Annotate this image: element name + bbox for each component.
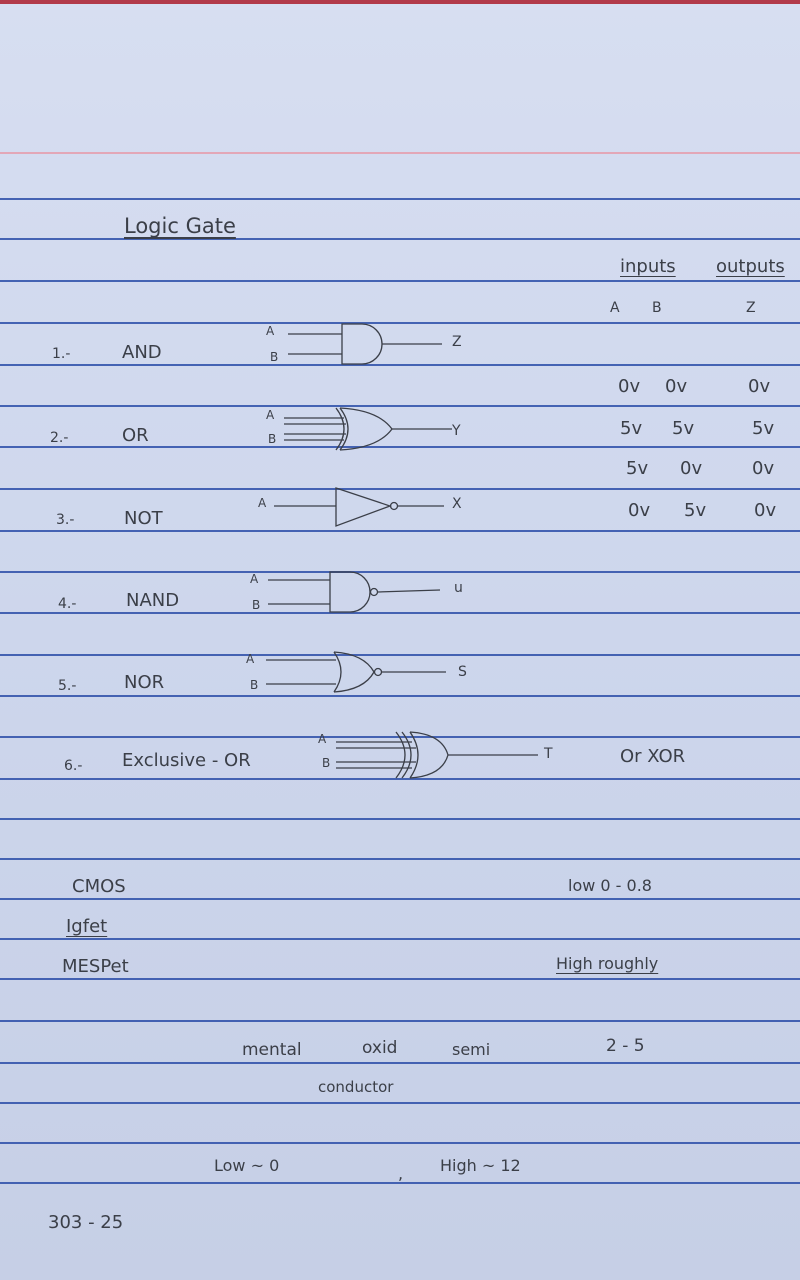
page-top-edge [0, 0, 800, 4]
header-margin-line [0, 152, 800, 154]
truth-table-col-b: B [652, 300, 662, 316]
ruled-line [0, 898, 800, 900]
truth-table-cell: 0v [665, 376, 688, 397]
ruled-line [0, 858, 800, 860]
and-gate-symbol [284, 320, 444, 370]
ruled-line [0, 1142, 800, 1144]
family-mesfet: MESPet [62, 956, 129, 977]
ruled-line [0, 1062, 800, 1064]
truth-table-cell: 5v [626, 458, 649, 479]
family-igfet: Igfet [66, 916, 108, 937]
truth-table-inputs-header: inputs [620, 256, 676, 277]
gate-name-or: OR [122, 425, 149, 446]
truth-table-col-z: Z [746, 300, 756, 316]
gate-number: 3.- [56, 512, 75, 528]
gate-input-a-label: A [258, 496, 267, 510]
xor-gate-symbol [332, 730, 552, 786]
gate-number: 2.- [50, 430, 69, 446]
page-title: Logic Gate [124, 214, 236, 238]
or-gate-symbol [280, 404, 460, 454]
gate-input-b-label: B [322, 756, 331, 770]
truth-table-cell: 5v [752, 418, 775, 439]
gate-name-nor: NOR [124, 672, 165, 693]
gate-number: 1.- [52, 346, 71, 362]
gate-output-label: Z [452, 334, 462, 350]
gate-input-a-label: A [266, 324, 275, 338]
family-cmos: CMOS [72, 876, 126, 897]
low-range: low 0 - 0.8 [568, 876, 652, 895]
gate-number: 4.- [58, 596, 77, 612]
truth-table-outputs-header: outputs [716, 256, 785, 277]
truth-table-cell: 0v [752, 458, 775, 479]
truth-table-cell: 5v [620, 418, 643, 439]
gate-input-b-label: B [268, 432, 277, 446]
xor-note: Or XOR [620, 746, 686, 767]
mos-word-semi: semi [452, 1040, 491, 1059]
gate-input-b-label: B [270, 350, 279, 364]
truth-table-cell: 0v [754, 500, 777, 521]
mos-word-conductor: conductor [318, 1078, 394, 1096]
gate-output-label: Y [452, 423, 461, 439]
ruled-line [0, 1102, 800, 1104]
truth-table-cell: 0v [618, 376, 641, 397]
ruled-line [0, 280, 800, 282]
not-gate-symbol [270, 486, 450, 536]
gate-name-and: AND [122, 342, 162, 363]
ruled-line [0, 198, 800, 200]
nor-gate-symbol [262, 650, 462, 700]
bottom-low: Low ~ 0 [214, 1156, 280, 1175]
ruled-line [0, 978, 800, 980]
mos-word-metal: mental [242, 1040, 302, 1060]
gate-name-nand: NAND [126, 590, 180, 611]
gate-output-label: u [454, 580, 463, 596]
gate-output-label: T [544, 746, 553, 762]
high-range: 2 - 5 [606, 1036, 645, 1056]
gate-name-xor: Exclusive - OR [122, 750, 251, 771]
gate-input-a-label: A [246, 652, 255, 666]
ruled-line [0, 938, 800, 940]
gate-number: 5.- [58, 678, 77, 694]
gate-output-label: S [458, 664, 467, 680]
truth-table-cell: 0v [680, 458, 703, 479]
ruled-line [0, 818, 800, 820]
truth-table-col-a: A [610, 300, 620, 316]
mos-word-oxide: oxid [362, 1038, 398, 1058]
gate-input-a-label: A [266, 408, 275, 422]
gate-input-a-label: A [250, 572, 259, 586]
bottom-separator: , [398, 1164, 404, 1183]
bottom-high: High ~ 12 [440, 1156, 521, 1175]
page-number: 303 - 25 [48, 1212, 124, 1233]
nand-gate-symbol [264, 568, 454, 618]
truth-table-cell: 5v [672, 418, 695, 439]
gate-input-a-label: A [318, 732, 327, 746]
gate-output-label: X [452, 496, 462, 512]
gate-input-b-label: B [252, 598, 261, 612]
truth-table-cell: 0v [628, 500, 651, 521]
ruled-line [0, 238, 800, 240]
truth-table-cell: 5v [684, 500, 707, 521]
gate-number: 6.- [64, 758, 83, 774]
high-note: High roughly [556, 954, 659, 973]
truth-table-cell: 0v [748, 376, 771, 397]
gate-name-not: NOT [124, 508, 163, 529]
gate-input-b-label: B [250, 678, 259, 692]
ruled-line [0, 1020, 800, 1022]
